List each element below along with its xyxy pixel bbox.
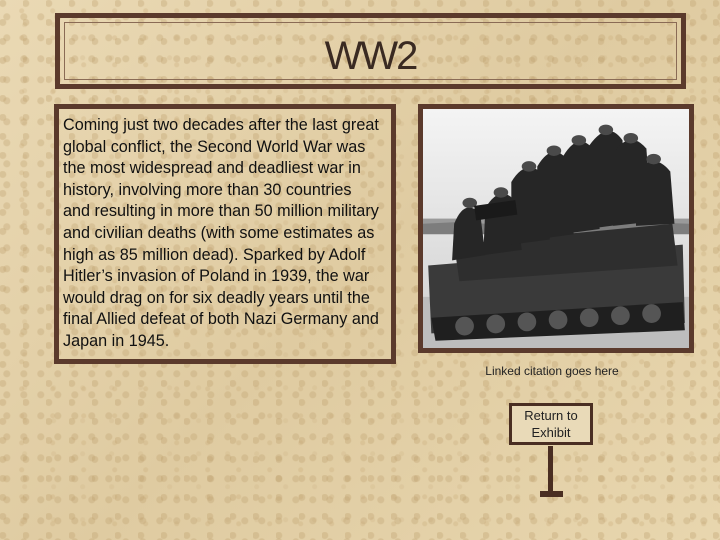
signpost [548,446,553,496]
return-to-exhibit-button[interactable] [509,403,593,445]
tank-soldiers-photo [423,109,689,348]
body-paragraph: Coming just two decades after the last great global conflict, the Second World War was the most widespread and deadliest war in history, involving more than 30 countries and resulting in more than 50 million military and civilian deaths (with some estimates as high as 85 million dead). Sparked by Adolf Hitler’s invasion of Poland in 1939, the war would drag on for six deadly years until the final Allied defeat of both Nazi Germany and Japan in 1945. [63,116,379,350]
signpost-base [540,491,563,497]
title-frame [55,13,686,89]
text-panel-frame [54,104,396,364]
citation-link[interactable]: Linked citation goes here [485,364,619,378]
photo-frame [418,104,694,353]
return-button-line1: Return to [524,408,578,423]
return-button-line2: Exhibit [531,425,571,440]
page-title: WW2 [324,34,417,78]
